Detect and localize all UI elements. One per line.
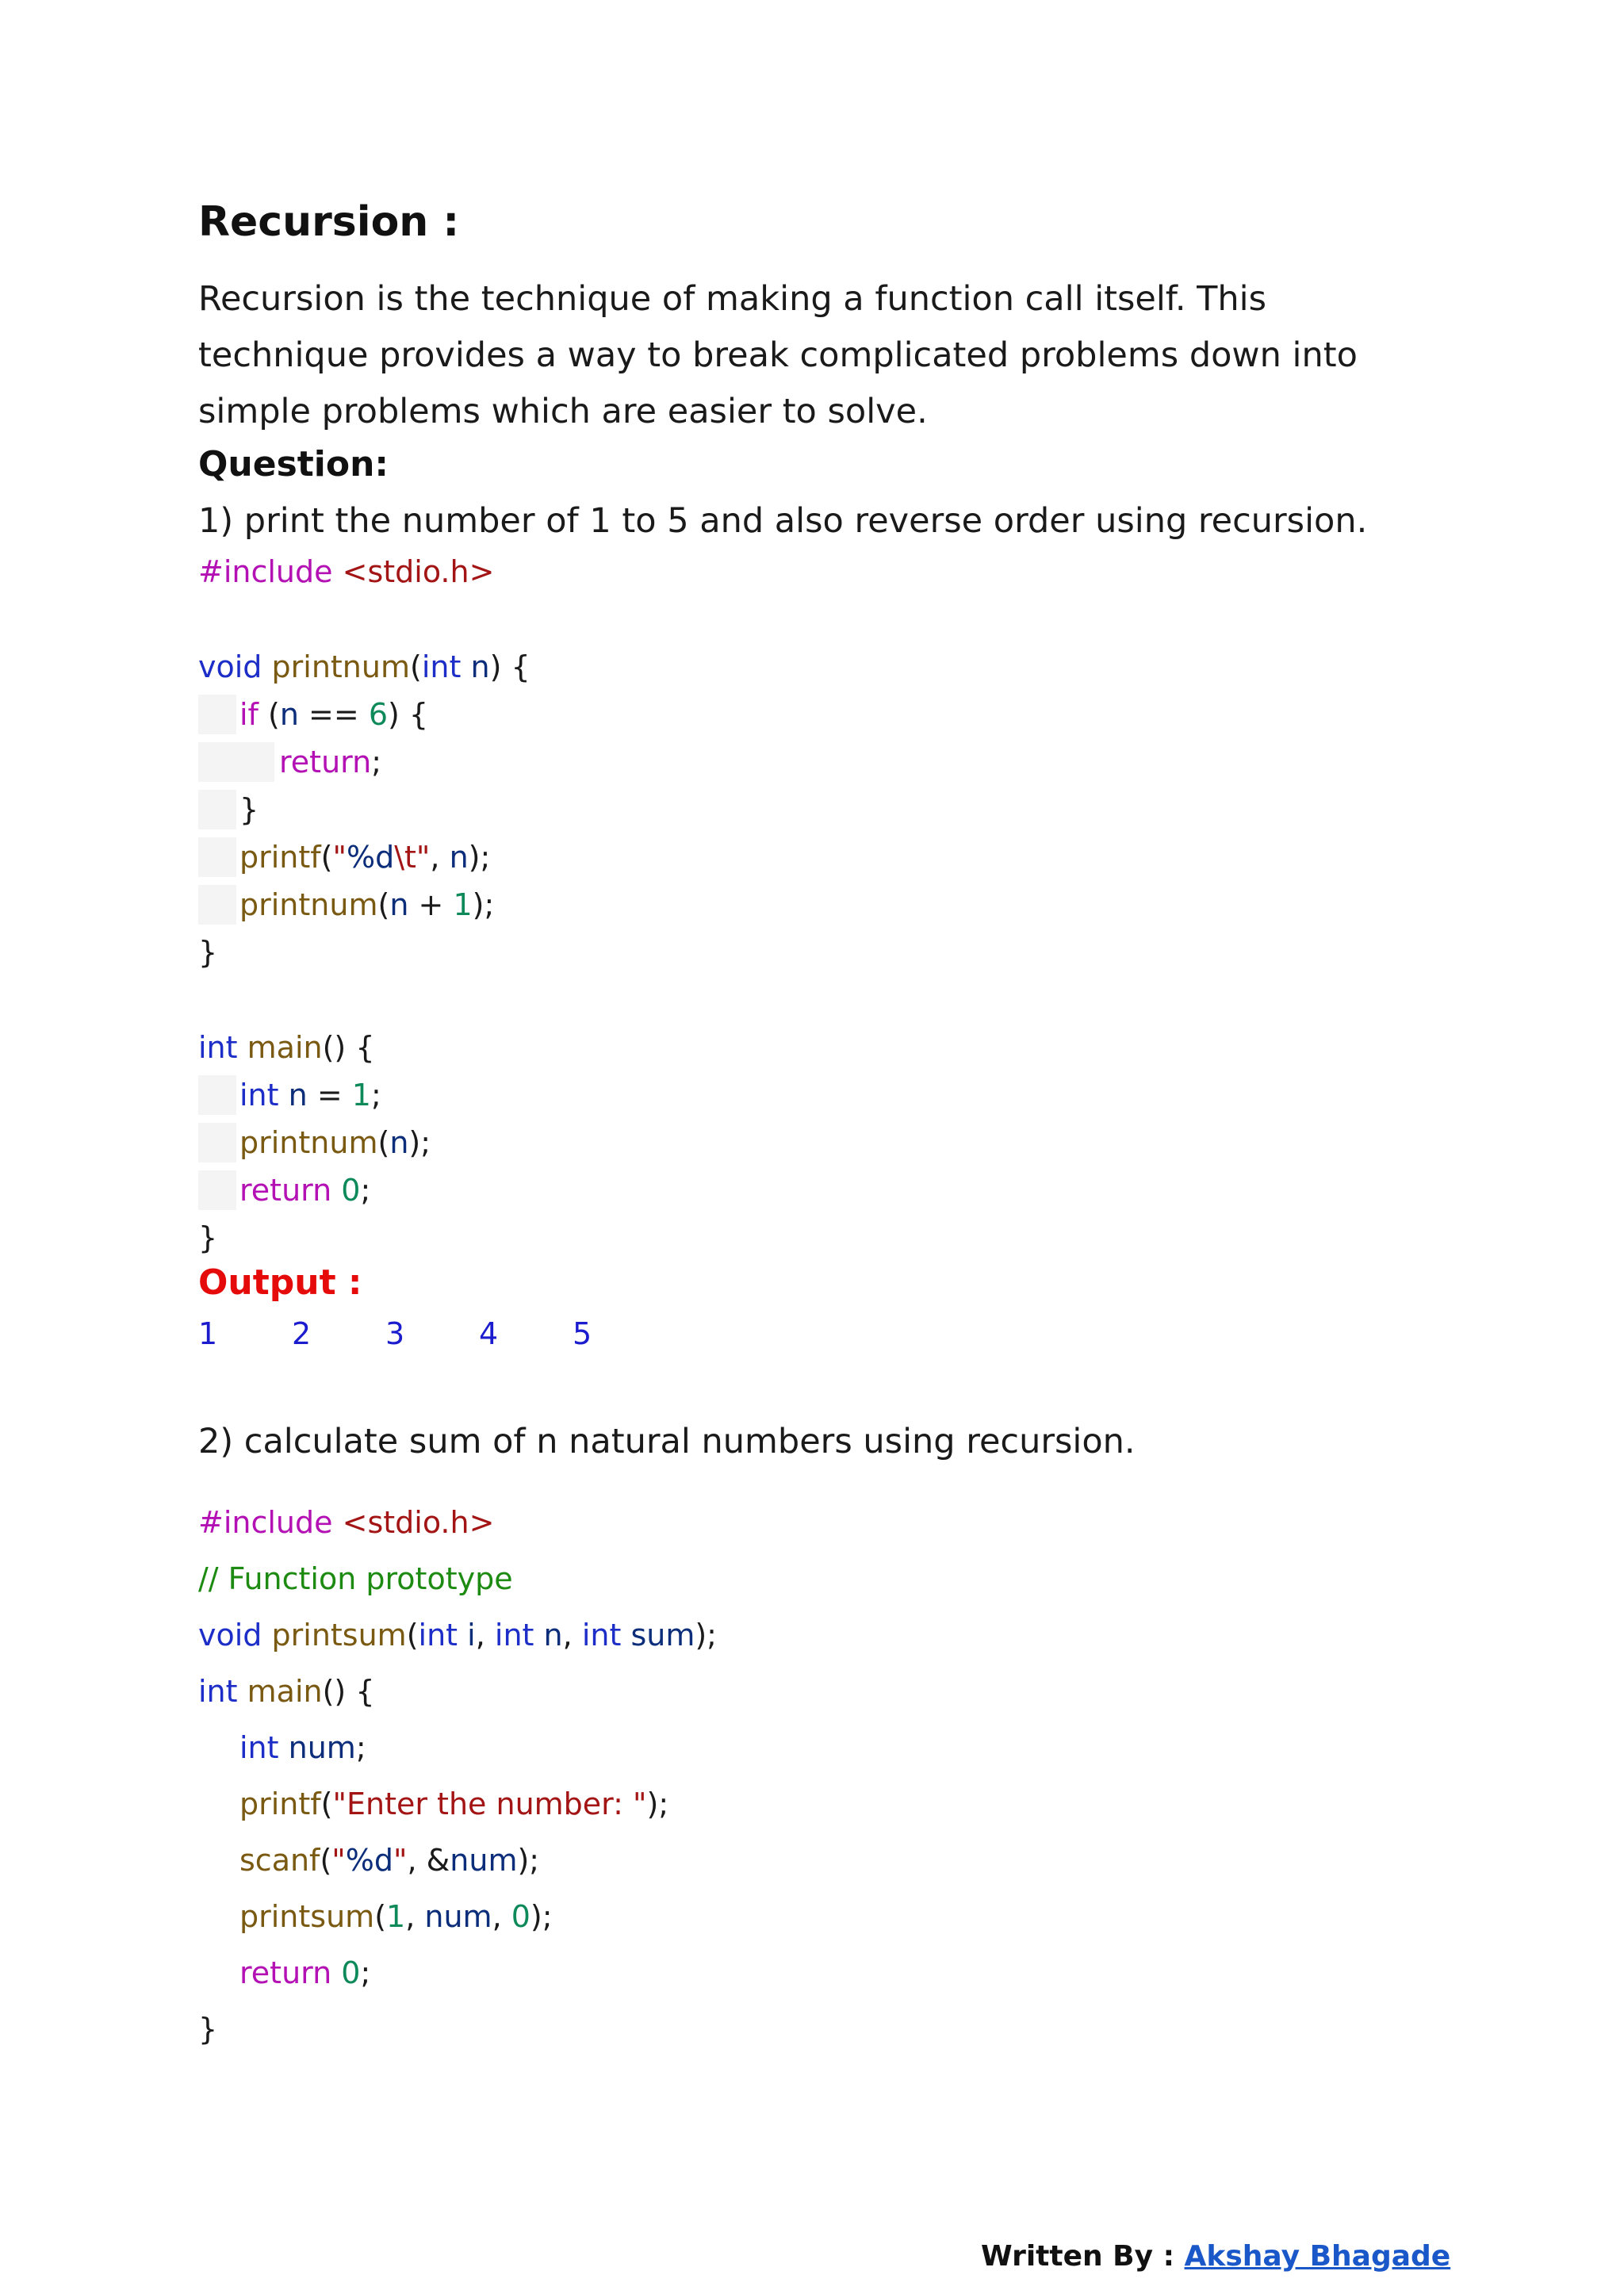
page-title: Recursion : bbox=[198, 198, 460, 246]
code-line: int num; bbox=[239, 1730, 366, 1765]
code-line: } bbox=[198, 2012, 218, 2047]
question-heading: Question: bbox=[198, 444, 389, 484]
output-value: 1 bbox=[198, 1316, 218, 1351]
intro-line-1: Recursion is the technique of making a function call itself. This bbox=[198, 279, 1267, 319]
intro-line-3: simple problems which are easier to solve. bbox=[198, 392, 928, 431]
code-line: #include <stdio.h> bbox=[198, 1505, 495, 1540]
intro-line-2: technique provides a way to break complicated problems down into bbox=[198, 335, 1358, 375]
code-line: } bbox=[198, 1220, 218, 1255]
code-line: printnum(n); bbox=[198, 1123, 431, 1162]
code-line: printf("%d\t", n); bbox=[198, 837, 490, 877]
code-line: printnum(n + 1); bbox=[198, 885, 494, 925]
intro-paragraph bbox=[198, 271, 1435, 440]
code-line: void printnum(int n) { bbox=[198, 649, 530, 684]
code-line: printf("Enter the number: "); bbox=[239, 1787, 669, 1821]
code-line: } bbox=[198, 935, 218, 970]
footer-label: Written By : bbox=[981, 2240, 1185, 2273]
author-link[interactable]: Akshay Bhagade bbox=[1184, 2240, 1451, 2273]
footer-credit bbox=[981, 2240, 1450, 2273]
code-line: return; bbox=[198, 742, 381, 782]
output-value: 5 bbox=[573, 1316, 592, 1351]
code-line: if (n == 6) { bbox=[198, 695, 428, 734]
code-line: int main() { bbox=[198, 1674, 375, 1709]
code-line: // Function prototype bbox=[198, 1561, 513, 1596]
code-line: return 0; bbox=[198, 1170, 370, 1210]
code-line: void printsum(int i, int n, int sum); bbox=[198, 1618, 717, 1653]
output-label: Output : bbox=[198, 1262, 362, 1303]
code-line: #include <stdio.h> bbox=[198, 554, 495, 589]
code-line: int main() { bbox=[198, 1030, 375, 1065]
code-line: } bbox=[198, 790, 259, 829]
code-line: int n = 1; bbox=[198, 1075, 381, 1115]
code-line: scanf("%d", &num); bbox=[239, 1843, 540, 1878]
question-2-text: 2) calculate sum of n natural numbers using recursion. bbox=[198, 1422, 1136, 1461]
output-value: 2 bbox=[292, 1316, 312, 1351]
code-line: printsum(1, num, 0); bbox=[239, 1899, 553, 1934]
question-1-text: 1) print the number of 1 to 5 and also reverse order using recursion. bbox=[198, 501, 1368, 541]
output-value: 4 bbox=[479, 1316, 499, 1351]
output-value: 3 bbox=[385, 1316, 405, 1351]
code-line: return 0; bbox=[239, 1955, 371, 1990]
